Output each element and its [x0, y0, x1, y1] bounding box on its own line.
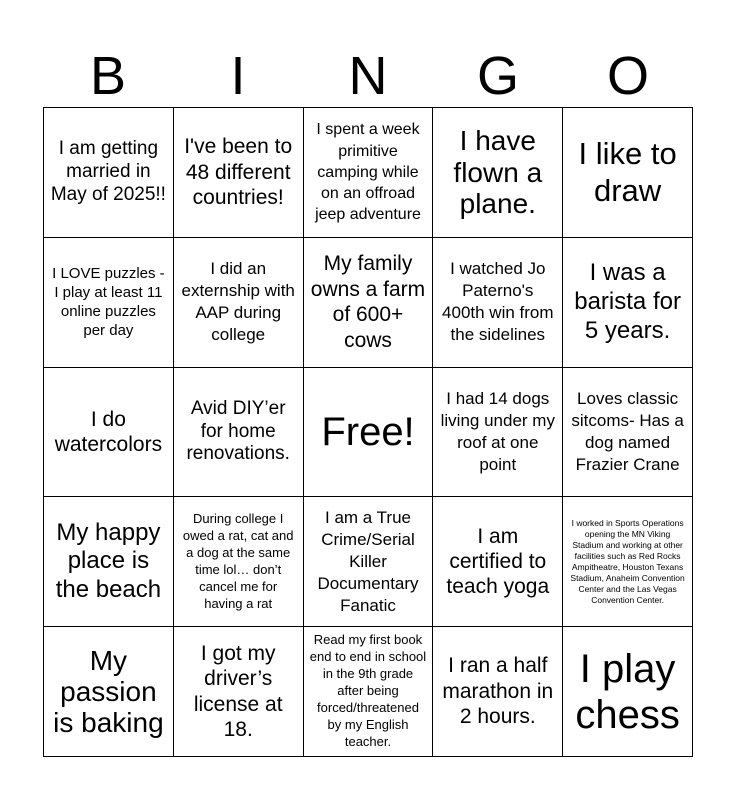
- bingo-cell[interactable]: I am certified to teach yoga: [433, 497, 563, 627]
- bingo-cell[interactable]: Loves classic sitcoms- Has a dog named Frazier Crane: [563, 368, 693, 498]
- bingo-cell[interactable]: I worked in Sports Operations opening the MN Viking Stadium and working at other facilities such as Red Rocks Ampitheatre, Houston Texans Stadium, Anaheim Convention Center and the Las Vegas Convention Center.: [563, 497, 693, 627]
- free-space-cell[interactable]: Free!: [304, 368, 434, 498]
- bingo-cell[interactable]: I have flown a plane.: [433, 108, 563, 238]
- bingo-cell[interactable]: My family owns a farm of 600+ cows: [304, 238, 434, 368]
- bingo-cell[interactable]: I am getting married in May of 2025!!: [44, 108, 174, 238]
- bingo-cell[interactable]: During college I owed a rat, cat and a dog at the same time lol… don’t cancel me for having a rat: [174, 497, 304, 627]
- bingo-cell[interactable]: I spent a week primitive camping while on an offroad jeep adventure: [304, 108, 434, 238]
- bingo-cell[interactable]: I got my driver’s license at 18.: [174, 627, 304, 757]
- bingo-cell[interactable]: I do watercolors: [44, 368, 174, 498]
- header-letter-g: G: [476, 46, 519, 106]
- bingo-cell[interactable]: I watched Jo Paterno's 400th win from the sidelines: [433, 238, 563, 368]
- bingo-cell[interactable]: I ran a half marathon in 2 hours.: [433, 627, 563, 757]
- header-letter-b: B: [89, 46, 127, 106]
- bingo-cell[interactable]: Read my first book end to end in school in the 9th grade after being forced/threatened by my English teacher.: [304, 627, 434, 757]
- bingo-cell[interactable]: I've been to 48 different countries!: [174, 108, 304, 238]
- bingo-cell[interactable]: My passion is baking: [44, 627, 174, 757]
- bingo-cell[interactable]: I had 14 dogs living under my roof at one point: [433, 368, 563, 498]
- header-letter-o: O: [606, 46, 649, 106]
- bingo-cell[interactable]: I play chess: [563, 627, 693, 757]
- header-letter-i: I: [230, 46, 246, 106]
- bingo-grid: [43, 107, 693, 757]
- bingo-cell[interactable]: Avid DIY’er for home renovations.: [174, 368, 304, 498]
- bingo-cell[interactable]: I am a True Crime/Serial Killer Documentary Fanatic: [304, 497, 434, 627]
- bingo-cell[interactable]: I like to draw: [563, 108, 693, 238]
- bingo-cell[interactable]: I did an externship with AAP during college: [174, 238, 304, 368]
- bingo-header: [43, 46, 693, 106]
- bingo-cell[interactable]: I was a barista for 5 years.: [563, 238, 693, 368]
- bingo-cell[interactable]: I LOVE puzzles - I play at least 11 online puzzles per day: [44, 238, 174, 368]
- bingo-cell[interactable]: My happy place is the beach: [44, 497, 174, 627]
- header-letter-n: N: [348, 46, 388, 106]
